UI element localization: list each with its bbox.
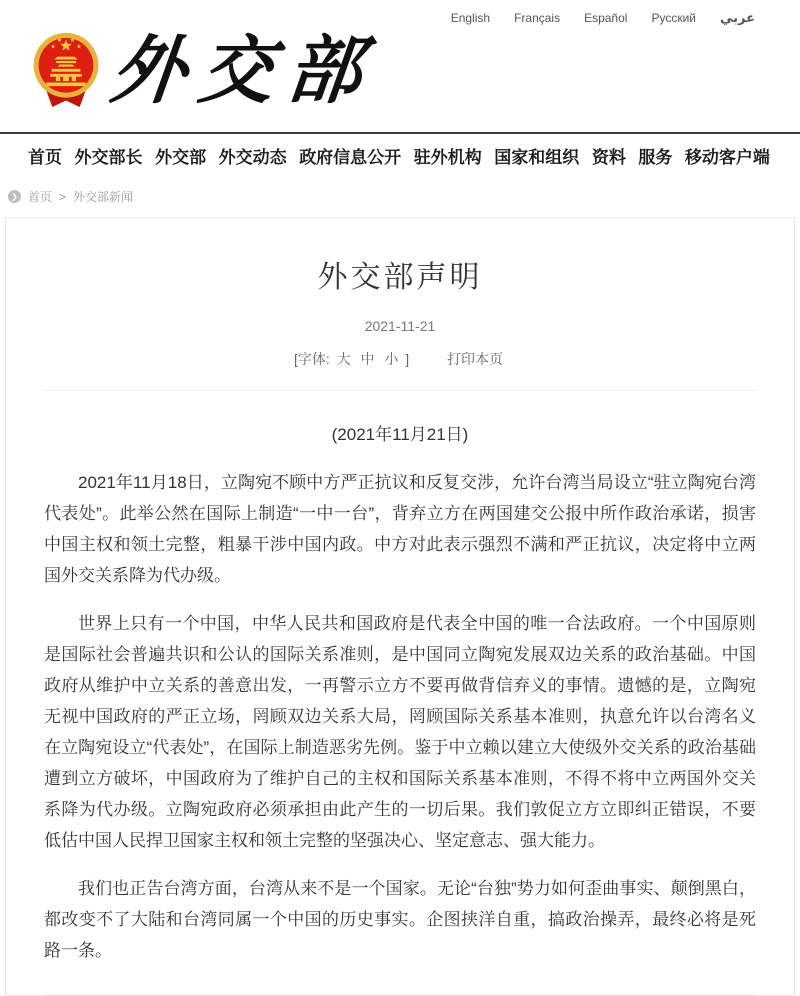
nav-item-mobile-client[interactable]: 移动客户端 — [684, 148, 770, 167]
nav-item-ministry[interactable]: 外交部 — [155, 148, 207, 167]
nav-item-gov-info[interactable]: 政府信息公开 — [299, 148, 402, 167]
lang-english[interactable]: English — [450, 11, 491, 25]
font-size-medium-button[interactable]: 中 — [360, 351, 375, 367]
nav-item-resources[interactable]: 资料 — [591, 148, 626, 167]
nav-item-countries-orgs[interactable]: 国家和组织 — [494, 148, 580, 167]
bottom-divider — [44, 994, 756, 995]
article-body — [44, 419, 756, 966]
article-date: 2021-11-21 — [364, 318, 436, 334]
title-divider — [44, 390, 756, 391]
article-paragraph-3: 我们也正告台湾方面，台湾从来不是一个国家。无论“台独”势力如何歪曲事实、颠倒黑白，都改变不了大陆和台湾同属一个中国的历史事实。企图挟洋自重，搞政治操弄，最终必将是死路一条。 — [44, 879, 756, 960]
nav-item-minister[interactable]: 外交部长 — [74, 148, 143, 167]
font-size-label: [字体: — [293, 351, 330, 367]
print-page-button[interactable]: 打印本页 — [447, 351, 504, 367]
breadcrumb — [0, 178, 800, 217]
lang-arabic[interactable]: عربي — [719, 10, 755, 25]
lang-russian[interactable]: Русский — [651, 11, 696, 25]
lang-spanish[interactable]: Español — [584, 11, 628, 25]
article-controls — [6, 349, 794, 369]
article-dateline: (2021年11月21日) — [331, 425, 469, 444]
article-title: 外交部声明 — [317, 261, 483, 294]
nav-item-missions-abroad[interactable]: 驻外机构 — [413, 148, 482, 167]
breadcrumb-separator: > — [59, 189, 67, 204]
breadcrumb-home[interactable]: 首页 — [28, 190, 53, 204]
nav-item-home[interactable]: 首页 — [28, 148, 62, 167]
lang-french[interactable]: Français — [514, 11, 561, 25]
article-paragraph-1: 2021年11月18日，立陶宛不顾中方严正抗议和反复交涉，允许台湾当局设立“驻立陶宛台湾代表处”。此举公然在国际上制造“一中一台”，背弃立方在两国建交公报中所作政治承诺，损害中国主权和领土完整，粗暴干涉中国内政。中方对此表示强烈不满和严正抗议，决定将中立两国外交关系降为代办级。 — [44, 473, 756, 585]
main-nav — [0, 132, 800, 178]
chevron-circle-icon: ❯ — [8, 190, 21, 203]
article-paragraph-2: 世界上只有一个中国，中华人民共和国政府是代表全中国的唯一合法政府。一个中国原则是国际社会普遍共识和公认的国际关系准则，是中国同立陶宛发展双边关系的政治基础。中国政府从维护中立关系的善意出发，一再警示立方不要再做背信弃义的事情。遗憾的是，立陶宛无视中国政府的严正立场，罔顾双边关系大局，罔顾国际关系基本准则，执意允许以台湾名义在立陶宛设立“代表处”，在国际上制造恶劣先例。鉴于中立赖以建立大使级外交关系的政治基础遭到立方破坏，中国政府为了维护自己的主权和国际关系基本准则，不得不将中立两国外交关系降为代办级。立陶宛政府必须承担由此产生的一切后果。我们敦促立方立即纠正错误，不要低估中国人民捍卫国家主权和领土完整的坚强决心、坚定意志、强大能力。 — [44, 614, 756, 850]
china-national-emblem-icon[interactable] — [30, 30, 102, 112]
site-header — [0, 26, 800, 132]
font-size-label-close: ] — [405, 351, 410, 367]
font-size-small-button[interactable]: 小 — [384, 351, 399, 367]
breadcrumb-current[interactable]: 外交部新闻 — [73, 190, 134, 204]
nav-item-activities[interactable]: 外交动态 — [218, 148, 287, 167]
font-size-large-button[interactable]: 大 — [336, 351, 351, 367]
logo-calligraphy[interactable]: 外交部 — [106, 28, 380, 114]
content-panel — [5, 217, 795, 996]
nav-item-services[interactable]: 服务 — [638, 148, 673, 167]
